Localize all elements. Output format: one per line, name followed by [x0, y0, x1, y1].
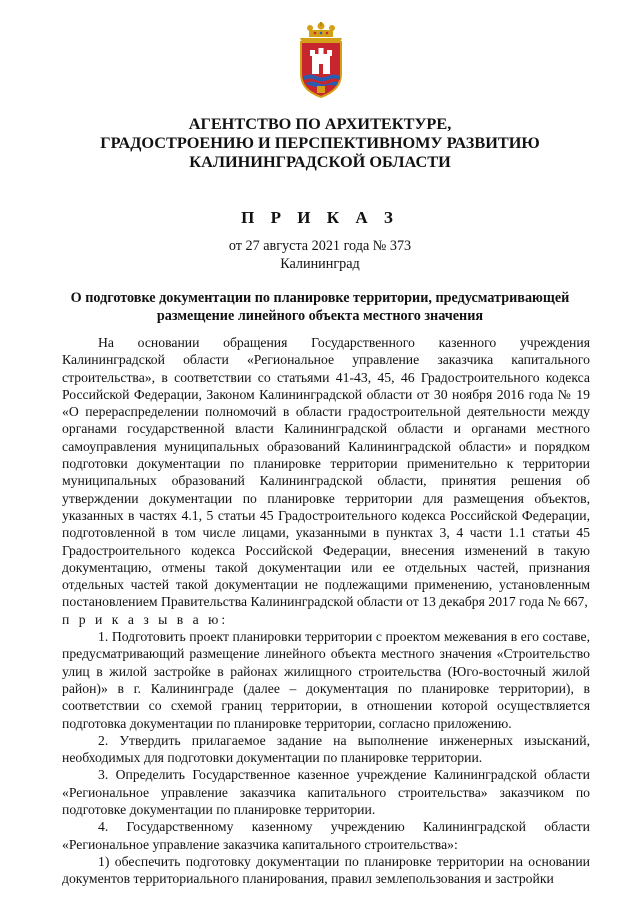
order-word: п р и к а з ы в а ю: — [62, 611, 229, 627]
subject-line-1: О подготовке документации по планировке территории, предусматривающей — [70, 290, 570, 306]
item-4-paragraph: 4. Государственному казенному учреждению Калининградской области «Региональное управление заказчика капитального строительства»: — [62, 819, 590, 852]
agency-line-2: ГРАДОСТРОЕНИЮ И ПЕРСПЕКТИВНОМУ РАЗВИТИЮ — [100, 133, 540, 152]
agency-name — [60, 114, 580, 171]
coat-of-arms-icon — [296, 22, 346, 98]
preamble-paragraph: На основании обращения Государственного казенного учреждения Калининградской области «Региональное управление заказчика капитального строительства», в соответствии со статьями 41-43, 45, 46 Градостроительного кодекса Российской Федерации, Законом Калининградской области от 30 ноября 2016 года № 19 «О перераспределении полномочий в области градостроительной деятельности между органами государственной власти Калининградской области и органами местного самоуправления муниципальных образований Калининградской области» и порядком подготовки документации по планировке территории применительно к территории муниципальных образований Калининградской области, принятия решения об утверждении документации по планировке территории для размещения объектов, указанных в частях 4.1, 5 статьи 45 Градостроительного кодекса Российской Федерации, подготовленной в том числе лицами, указанными в пунктах 3, 4 части 1.1 статьи 45 Градостроительного кодекса Российской Федерации, внесения изменений в такую документацию, отмены такой документации или ее отдельных частей, признания отдельных частей такой документации не подлежащими применению, установленным постановлением Правительства Калининградской области от 13 декабря 2017 года № 667, — [62, 335, 590, 610]
item-4-1-paragraph: 1) обеспечить подготовку документации по планировке территории на основании документов территориального планирования, правил землепользования и застройки — [62, 853, 590, 887]
agency-line-1: АГЕНТСТВО ПО АРХИТЕКТУРЕ, — [188, 114, 452, 133]
crown-icon — [307, 22, 335, 37]
order-body — [62, 334, 590, 888]
order-city: Калининград — [280, 256, 360, 272]
item-3-paragraph: 3. Определить Государственное казенное учреждение Калининградской области «Региональное управление заказчика капитального строительства» заказчиком по подготовке документации по планировке территории. — [62, 767, 590, 818]
subject-line-2: размещение линейного объекта местного значения — [156, 307, 484, 324]
order-title: П Р И К А З — [241, 208, 399, 227]
order-subject — [70, 290, 570, 325]
agency-line-3: КАЛИНИНГРАДСКОЙ ОБЛАСТИ — [189, 152, 451, 171]
item-2-paragraph: 2. Утвердить прилагаемое задание на выполнение инженерных изысканий, необходимых для подготовки документации по планировке территории. — [62, 732, 590, 766]
item-1-paragraph: 1. Подготовить проект планировки территории с проектом межевания в его составе, предусматривающий размещение линейного объекта местного значения «Строительство улиц в жилой застройке в районах жилищного строительства (Юго-восточный жилой район)» в г. Калининграде (далее – документация по планировке территории), в соответствии со схемой границ территории, в отношении которой осуществляется подготовка документации по планировке территории, согласно приложению. — [62, 629, 590, 731]
order-date-number: от 27 августа 2021 года № 373 — [228, 238, 412, 254]
